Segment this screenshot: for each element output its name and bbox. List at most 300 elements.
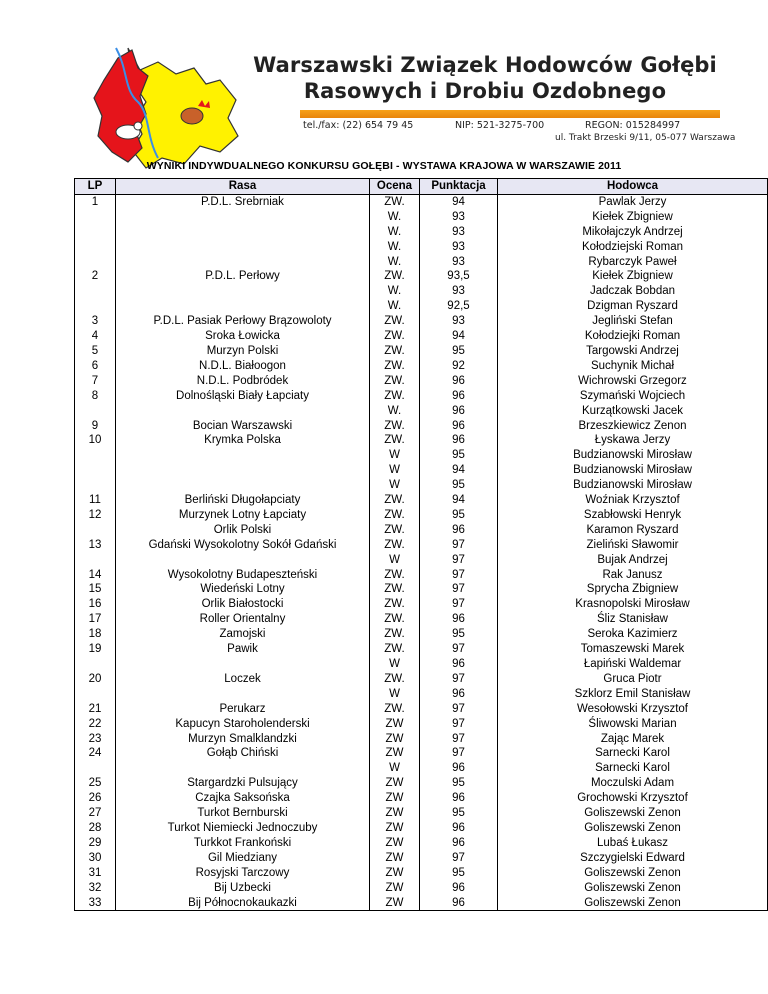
cell-punktacja: 92,5 [420, 299, 498, 314]
cell-rasa [116, 255, 370, 270]
cell-ocena: W [370, 687, 420, 702]
cell-rasa: Gdański Wysokolotny Sokół Gdański [116, 538, 370, 553]
cell-rasa [116, 761, 370, 776]
cell-hodowca: Wesołowski Krzysztof [577, 702, 688, 715]
cell-hodowca: Krasnopolski Mirosław [575, 598, 690, 611]
cell-hodowca: Śliwowski Marian [588, 717, 677, 730]
cell-lp [75, 210, 116, 225]
table-row [75, 240, 768, 255]
cell-punktacja: 94 [420, 194, 498, 209]
cell-hodowca: Łyskawa Jerzy [594, 434, 671, 447]
cell-lp [75, 240, 116, 255]
cell-punktacja: 96 [420, 761, 498, 776]
cell-punktacja: 95 [420, 508, 498, 523]
cell-punktacja: 96 [420, 821, 498, 836]
cell-punktacja: 95 [420, 806, 498, 821]
cell-ocena: ZW. [370, 642, 420, 657]
cell-ocena: ZW [370, 776, 420, 791]
cell-hodowca: Łapiński Waldemar [583, 658, 682, 670]
cell-ocena: ZW. [370, 508, 420, 523]
cell-lp [75, 761, 116, 776]
cell-ocena: W [370, 553, 420, 568]
cell-ocena: ZW. [370, 597, 420, 612]
cell-punktacja: 94 [420, 329, 498, 344]
cell-rasa: Orlik Białostocki [116, 597, 370, 612]
cell-punktacja: 97 [420, 851, 498, 866]
cell-hodowca: Kołodziejki Roman [584, 330, 681, 343]
cell-lp: 1 [75, 194, 116, 209]
cell-lp [75, 255, 116, 270]
cell-rasa: Murzynek Lotny Łapciaty [116, 508, 370, 523]
cell-hodowca: Śliz Stanisław [597, 613, 668, 626]
cell-punktacja: 96 [420, 419, 498, 434]
cell-rasa: Roller Orientalny [116, 612, 370, 627]
cell-punktacja: 96 [420, 836, 498, 851]
cell-rasa [116, 210, 370, 225]
cell-lp: 3 [75, 314, 116, 329]
cell-hodowca: Szczygielski Edward [580, 851, 685, 864]
cell-lp: 31 [75, 866, 116, 881]
cell-lp: 29 [75, 836, 116, 851]
cell-hodowca: Sarnecki Karol [595, 762, 670, 775]
table-row [75, 314, 768, 329]
cell-hodowca: Goliszewski Zenon [584, 881, 681, 894]
table-row [75, 194, 768, 209]
table-row [75, 672, 768, 687]
cell-rasa: Czajka Saksońska [116, 791, 370, 806]
cell-ocena: ZW. [370, 389, 420, 404]
cell-rasa [116, 299, 370, 314]
cell-punktacja: 93 [420, 284, 498, 299]
cell-punktacja: 97 [420, 717, 498, 732]
cell-lp: 4 [75, 329, 116, 344]
cell-lp: 6 [75, 359, 116, 374]
table-row [75, 374, 768, 389]
column-header-rasa: Rasa [116, 179, 370, 195]
cell-hodowca: Suchynik Michał [590, 359, 675, 372]
contact-phone: tel./fax: (22) 654 79 45 [303, 120, 414, 131]
cell-rasa: Pawik [116, 642, 370, 657]
cell-lp: 23 [75, 732, 116, 747]
cell-hodowca: Woźniak Krzysztof [585, 494, 680, 507]
cell-rasa: Turkkot Frankoński [116, 836, 370, 851]
cell-ocena: ZW. [370, 344, 420, 359]
cell-ocena: ZW [370, 806, 420, 821]
cell-hodowca: Jadczak Bobdan [589, 285, 676, 298]
cell-rasa: Orlik Polski [116, 523, 370, 538]
cell-ocena: ZW. [370, 702, 420, 717]
cell-hodowca: Goliszewski Zenon [584, 807, 681, 820]
table-row [75, 433, 768, 448]
cell-ocena: ZW. [370, 627, 420, 642]
cell-punktacja: 97 [420, 568, 498, 583]
table-row [75, 284, 768, 299]
cell-rasa: Berliński Długołapciaty [116, 493, 370, 508]
cell-lp: 21 [75, 702, 116, 717]
organization-name-line1: Warszawski Związek Hodowców Gołębi [253, 53, 717, 77]
table-row [75, 746, 768, 761]
table-row [75, 389, 768, 404]
cell-punktacja: 94 [420, 493, 498, 508]
table-row [75, 597, 768, 612]
logo-red-shape [94, 50, 148, 162]
cell-rasa: Bocian Warszawski [116, 419, 370, 434]
cell-lp [75, 284, 116, 299]
cell-ocena: ZW. [370, 194, 420, 209]
table-row [75, 493, 768, 508]
cell-ocena: ZW. [370, 523, 420, 538]
cell-hodowca: Zieliński Sławomir [586, 538, 679, 551]
organization-name [250, 52, 720, 104]
table-row [75, 269, 768, 284]
cell-rasa [116, 240, 370, 255]
cell-rasa [116, 478, 370, 493]
cell-hodowca: Zając Marek [600, 732, 665, 745]
cell-ocena: ZW. [370, 314, 420, 329]
cell-ocena: ZW [370, 821, 420, 836]
cell-punktacja: 97 [420, 597, 498, 612]
cell-lp [75, 687, 116, 702]
cell-ocena: ZW [370, 896, 420, 911]
cell-lp: 8 [75, 389, 116, 404]
cell-ocena: W [370, 448, 420, 463]
cell-rasa: Sroka Łowicka [116, 329, 370, 344]
table-row [75, 657, 768, 672]
cell-hodowca: Budzianowski Mirosław [573, 449, 692, 462]
cell-lp: 5 [75, 344, 116, 359]
cell-rasa: Dolnośląski Biały Łapciaty [116, 389, 370, 404]
table-row [75, 210, 768, 225]
cell-hodowca: Karamon Ryszard [586, 523, 679, 536]
cell-rasa: P.D.L. Pasiak Perłowy Brązowoloty [116, 314, 370, 329]
cell-punktacja: 93 [420, 314, 498, 329]
cell-rasa: Wysokolotny Budapeszteński [116, 568, 370, 583]
cell-ocena: ZW [370, 746, 420, 761]
cell-punktacja: 96 [420, 657, 498, 672]
cell-lp [75, 657, 116, 672]
cell-ocena: ZW. [370, 374, 420, 389]
table-row [75, 717, 768, 732]
cell-hodowca: Kurzątkowski Jacek [582, 404, 683, 417]
cell-hodowca: Pawlak Jerzy [598, 195, 667, 208]
cell-ocena: ZW. [370, 269, 420, 284]
cell-hodowca: Dzigman Ryszard [587, 300, 678, 313]
table-row [75, 344, 768, 359]
cell-punktacja: 95 [420, 344, 498, 359]
cell-rasa: Wiedeński Lotny [116, 582, 370, 597]
cell-lp: 25 [75, 776, 116, 791]
cell-ocena: ZW. [370, 329, 420, 344]
cell-lp: 17 [75, 612, 116, 627]
cell-rasa: Murzyn Polski [116, 344, 370, 359]
cell-lp: 28 [75, 821, 116, 836]
cell-rasa: Stargardzki Pulsujący [116, 776, 370, 791]
cell-rasa: Gołąb Chiński [116, 746, 370, 761]
cell-punktacja: 96 [420, 523, 498, 538]
cell-rasa [116, 448, 370, 463]
organization-name-line2: Rasowych i Drobiu Ozdobnego [303, 79, 667, 103]
results-table [74, 178, 768, 911]
cell-rasa: Bij Północnokaukazki [116, 896, 370, 911]
cell-ocena: ZW. [370, 612, 420, 627]
cell-rasa: Krymka Polska [116, 433, 370, 448]
cell-rasa: Kapucyn Staroholenderski [116, 717, 370, 732]
cell-hodowca: Seroka Kazimierz [587, 628, 678, 641]
cell-punktacja: 96 [420, 374, 498, 389]
table-row [75, 627, 768, 642]
cell-lp: 26 [75, 791, 116, 806]
cell-rasa: Loczek [116, 672, 370, 687]
cell-ocena: W. [370, 210, 420, 225]
cell-hodowca: Moczulski Adam [590, 777, 675, 790]
cell-punktacja: 93,5 [420, 269, 498, 284]
table-row [75, 508, 768, 523]
table-row [75, 448, 768, 463]
cell-punktacja: 96 [420, 433, 498, 448]
table-row [75, 821, 768, 836]
cell-ocena: ZW [370, 866, 420, 881]
table-row [75, 225, 768, 240]
cell-rasa: Murzyn Smalklandzki [116, 732, 370, 747]
cell-lp [75, 553, 116, 568]
table-row [75, 404, 768, 419]
cell-lp: 16 [75, 597, 116, 612]
cell-ocena: ZW [370, 717, 420, 732]
cell-ocena: W. [370, 255, 420, 270]
cell-ocena: ZW [370, 851, 420, 866]
table-row [75, 463, 768, 478]
table-row [75, 612, 768, 627]
cell-punktacja: 92 [420, 359, 498, 374]
cell-hodowca: Lubaś Łukasz [597, 836, 668, 849]
cell-lp [75, 225, 116, 240]
cell-lp: 15 [75, 582, 116, 597]
cell-hodowca: Szklorz Emil Stanisław [574, 687, 691, 700]
table-row [75, 419, 768, 434]
contact-regon: REGON: 015284997 [585, 120, 681, 131]
cell-lp: 18 [75, 627, 116, 642]
table-row [75, 806, 768, 821]
cell-ocena: W. [370, 299, 420, 314]
cell-punktacja: 97 [420, 746, 498, 761]
cell-ocena: W [370, 463, 420, 478]
table-row [75, 732, 768, 747]
cell-hodowca: Goliszewski Zenon [584, 896, 681, 909]
cell-ocena: ZW. [370, 672, 420, 687]
cell-hodowca: Goliszewski Zenon [584, 821, 681, 834]
cell-ocena: W [370, 478, 420, 493]
table-row [75, 523, 768, 538]
cell-punktacja: 97 [420, 702, 498, 717]
table-body [75, 194, 768, 911]
cell-lp [75, 404, 116, 419]
table-row [75, 836, 768, 851]
cell-rasa: Turkot Bernburski [116, 806, 370, 821]
cell-rasa: Rosyjski Tarczowy [116, 866, 370, 881]
header-divider-bar [300, 110, 720, 118]
cell-punktacja: 96 [420, 881, 498, 896]
cell-rasa: Bij Uzbecki [116, 881, 370, 896]
cell-hodowca: Sprycha Zbigniew [586, 583, 679, 596]
cell-lp: 20 [75, 672, 116, 687]
cell-rasa: Gil Miedziany [116, 851, 370, 866]
cell-hodowca: Grochowski Krzysztof [577, 792, 688, 805]
cell-punktacja: 93 [420, 240, 498, 255]
cell-punktacja: 93 [420, 255, 498, 270]
cell-lp [75, 478, 116, 493]
table-row [75, 568, 768, 583]
cell-punktacja: 97 [420, 538, 498, 553]
table-row [75, 702, 768, 717]
cell-ocena: ZW [370, 836, 420, 851]
cell-ocena: ZW. [370, 538, 420, 553]
cell-rasa: N.D.L. Podbródek [116, 374, 370, 389]
table-row [75, 255, 768, 270]
table-row [75, 329, 768, 344]
cell-punktacja: 96 [420, 389, 498, 404]
cell-ocena: W. [370, 284, 420, 299]
cell-punktacja: 95 [420, 448, 498, 463]
cell-hodowca: Goliszewski Zenon [584, 866, 681, 879]
cell-punktacja: 96 [420, 404, 498, 419]
cell-ocena: W [370, 657, 420, 672]
cell-lp: 19 [75, 642, 116, 657]
cell-ocena: ZW [370, 732, 420, 747]
cell-hodowca: Budzianowski Mirosław [573, 479, 692, 492]
cell-punktacja: 94 [420, 463, 498, 478]
cell-lp: 2 [75, 269, 116, 284]
cell-rasa [116, 553, 370, 568]
cell-punktacja: 97 [420, 582, 498, 597]
table-row [75, 538, 768, 553]
cell-punktacja: 95 [420, 866, 498, 881]
cell-lp: 22 [75, 717, 116, 732]
cell-punktacja: 95 [420, 478, 498, 493]
cell-lp [75, 299, 116, 314]
cell-hodowca: Rybarczyk Paweł [588, 255, 677, 268]
cell-hodowca: Sarnecki Karol [595, 747, 670, 760]
cell-lp [75, 523, 116, 538]
cell-punktacja: 97 [420, 672, 498, 687]
document-title: WYNIKI INDYWDUALNEGO KONKURSU GOŁĘBI - WYSTAWA KRAJOWA W WARSZAWIE 2011 [146, 160, 622, 172]
contact-nip: NIP: 521-3275-700 [455, 120, 545, 131]
cell-lp: 9 [75, 419, 116, 434]
cell-ocena: ZW. [370, 359, 420, 374]
cell-hodowca: Szymański Wojciech [579, 389, 686, 402]
cell-ocena: ZW. [370, 493, 420, 508]
cell-rasa [116, 404, 370, 419]
cell-ocena: ZW. [370, 419, 420, 434]
cell-lp: 7 [75, 374, 116, 389]
cell-punktacja: 95 [420, 627, 498, 642]
cell-lp: 32 [75, 881, 116, 896]
logo-rooster-icon [181, 108, 203, 124]
cell-rasa: Perukarz [116, 702, 370, 717]
cell-punktacja: 95 [420, 776, 498, 791]
cell-rasa [116, 225, 370, 240]
cell-punktacja: 96 [420, 791, 498, 806]
cell-hodowca: Jegliński Stefan [592, 315, 673, 328]
table-row [75, 791, 768, 806]
cell-hodowca: Kiełek Zbigniew [592, 270, 673, 283]
table-row [75, 299, 768, 314]
column-header-ocena: Ocena [370, 179, 420, 195]
cell-rasa [116, 284, 370, 299]
cell-ocena: ZW. [370, 433, 420, 448]
table-row [75, 687, 768, 702]
table-row [75, 761, 768, 776]
cell-lp: 33 [75, 896, 116, 911]
table-row [75, 851, 768, 866]
cell-lp: 30 [75, 851, 116, 866]
cell-ocena: W. [370, 225, 420, 240]
cell-rasa: N.D.L. Białoogon [116, 359, 370, 374]
cell-rasa [116, 687, 370, 702]
table-header-row [75, 179, 768, 195]
column-header-punktacja: Punktacja [420, 179, 498, 195]
cell-rasa: P.D.L. Srebrniak [116, 194, 370, 209]
cell-lp: 27 [75, 806, 116, 821]
cell-punktacja: 96 [420, 612, 498, 627]
cell-ocena: ZW [370, 791, 420, 806]
cell-rasa: P.D.L. Perłowy [116, 269, 370, 284]
cell-punktacja: 93 [420, 210, 498, 225]
table-row [75, 582, 768, 597]
cell-lp: 12 [75, 508, 116, 523]
table-row [75, 478, 768, 493]
cell-lp: 13 [75, 538, 116, 553]
table-row [75, 642, 768, 657]
cell-rasa [116, 657, 370, 672]
table-row [75, 881, 768, 896]
column-header-hodowca: Hodowca [498, 179, 768, 195]
cell-hodowca: Kołodziejski Roman [582, 240, 683, 253]
cell-hodowca: Tomaszewski Marek [580, 643, 685, 656]
cell-hodowca: Szabłowski Henryk [583, 508, 682, 521]
cell-hodowca: Mikołajczyk Andrzej [582, 225, 683, 238]
cell-hodowca: Kiełek Zbigniew [592, 210, 673, 223]
cell-ocena: W [370, 761, 420, 776]
cell-ocena: W. [370, 240, 420, 255]
cell-rasa [116, 463, 370, 478]
column-header-lp: LP [75, 179, 116, 195]
cell-ocena: W. [370, 404, 420, 419]
cell-lp: 10 [75, 433, 116, 448]
cell-ocena: ZW. [370, 568, 420, 583]
cell-lp: 24 [75, 746, 116, 761]
cell-hodowca: Wichrowski Grzegorz [578, 374, 687, 387]
cell-hodowca: Brzeszkiewicz Zenon [578, 419, 687, 432]
cell-punktacja: 96 [420, 687, 498, 702]
cell-ocena: ZW. [370, 582, 420, 597]
cell-punktacja: 96 [420, 896, 498, 911]
cell-hodowca: Budzianowski Mirosław [573, 464, 692, 477]
table-row [75, 553, 768, 568]
cell-lp [75, 463, 116, 478]
cell-rasa: Zamojski [116, 627, 370, 642]
table-row [75, 776, 768, 791]
cell-hodowca: Targowski Andrzej [586, 344, 679, 357]
cell-hodowca: Bujak Andrzej [597, 553, 668, 566]
cell-lp: 14 [75, 568, 116, 583]
cell-lp: 11 [75, 493, 116, 508]
table-row [75, 896, 768, 911]
cell-punktacja: 97 [420, 553, 498, 568]
cell-lp [75, 448, 116, 463]
contact-address: ul. Trakt Brzeski 9/11, 05-077 Warszawa [555, 133, 736, 143]
cell-punktacja: 93 [420, 225, 498, 240]
cell-hodowca: Gruca Piotr [603, 672, 662, 685]
